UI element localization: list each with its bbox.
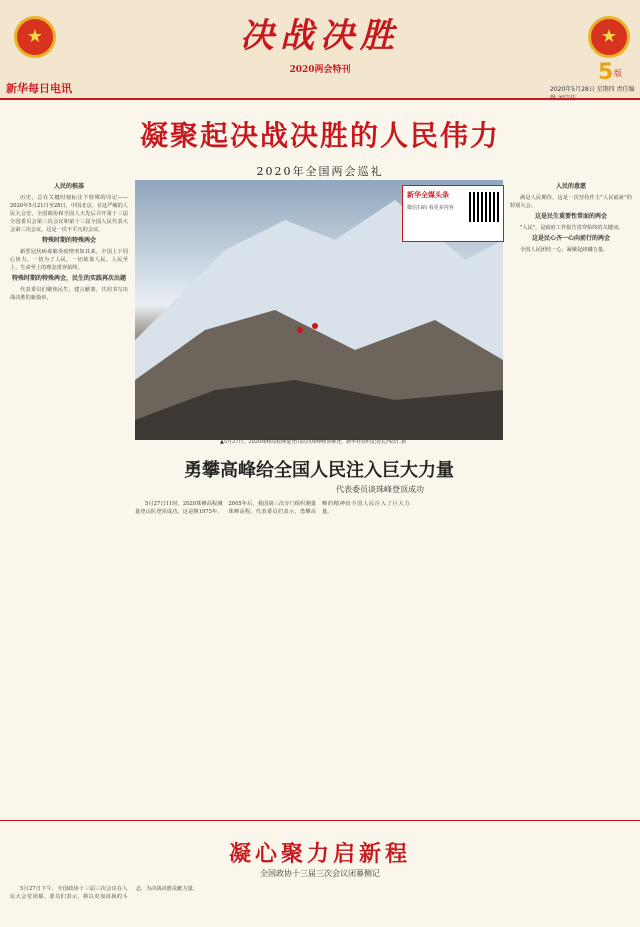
section-heading: 特殊时期的特殊两会，民生的实践再次出题 <box>11 275 126 282</box>
section-divider <box>0 820 640 821</box>
right-article-column <box>510 180 632 820</box>
section-text: 满是人民期待，这是一次坚持作主"人民福祉"的特别大会。 <box>510 195 632 209</box>
page-label: 版 <box>614 69 622 78</box>
story-body <box>135 500 503 800</box>
bottom-body <box>10 885 630 925</box>
promo-box[interactable] <box>402 185 504 242</box>
story-text: 5月27日11时，2020珠峰高程测量登山队登顶成功。这是继1975年、2005年后，我国第三次专门组织测量珠峰高程。代表委员们表示，勇攀高峰的精神给全国人民注入了巨大力量。 <box>135 501 410 515</box>
main-subheadline: 2020年全国两会巡礼 <box>256 165 384 178</box>
section-text: 新型冠状病毒肺炎疫情突如其来，全国上下同心协力，一切为了人民，一切依靠人民。人民至上、生命至上的理念贯穿始终。 <box>10 249 128 271</box>
qr-code-icon[interactable] <box>469 192 499 222</box>
bottom-text: 5月27日下午，全国政协十三届三次会议在人民大会堂闭幕。委员们表示，将以更加昂扬的斗志，为决战决胜贡献力量。 <box>10 886 198 900</box>
section-heading: 人民的意愿 <box>555 183 586 190</box>
date-line: 2020年5月28日 星期四 责任编 <box>550 86 635 93</box>
promo-title: 新华全媒头条 <box>407 191 449 199</box>
section-text: 代表委员们聚焦民生，建言献策，共同书写决战决胜的新篇章。 <box>10 287 128 301</box>
masthead-title: 决战决胜 <box>240 16 400 56</box>
section-heading: 这是民心齐一心向前行的两会 <box>531 235 610 242</box>
main-headline: 凝聚起决战决胜的人民伟力 <box>139 119 500 152</box>
left-article-column <box>10 180 128 820</box>
section-heading: 这是民生重要性常面的两会 <box>534 213 607 220</box>
bottom-title: 凝心聚力启新程 <box>228 842 411 867</box>
section-heading: 人民的根基 <box>53 183 84 190</box>
photo-caption: ▲5月27日，2020珠峰高程测量登山队向珠峰峰顶攀登。新华社特约记者扎西次仁摄 <box>220 439 407 445</box>
bottom-subtitle: 全国政协十三届三次会议闭幕侧记 <box>260 869 380 878</box>
masthead-subtitle: 2020两会特刊 <box>289 65 351 75</box>
section-text: 全国人民团结一心，凝聚起磅礴力量。 <box>520 247 609 253</box>
section-heading: 特殊时期的特殊两会 <box>41 237 96 244</box>
page-number: 5 <box>598 60 614 85</box>
section-text: "人民"，是政府工作报告贯穿始终的关键词。 <box>520 225 624 231</box>
cppcc-emblem-icon: ★ <box>588 16 630 58</box>
story-subtitle: 代表委员谈珠峰登顶成功 <box>336 485 424 494</box>
story-title: 勇攀高峰给全国人民注入巨大力量 <box>184 460 454 481</box>
promo-text: 微信扫码 看更多内容 <box>407 205 454 211</box>
national-emblem-icon: ★ <box>14 16 56 58</box>
masthead-rule <box>0 98 640 100</box>
section-text: 历史，总在关键时刻标注下特殊的印记——2020年5月21日至28日，中国北京。在这严峻的人民大会堂，全国政协和全国人大先后召开第十三届全国委员会第三次会议和第十三届全国人民代表大会第三次会议。这是一次不平凡的会议。 <box>10 195 128 233</box>
paper-name: 新华每日电讯 <box>6 82 72 95</box>
